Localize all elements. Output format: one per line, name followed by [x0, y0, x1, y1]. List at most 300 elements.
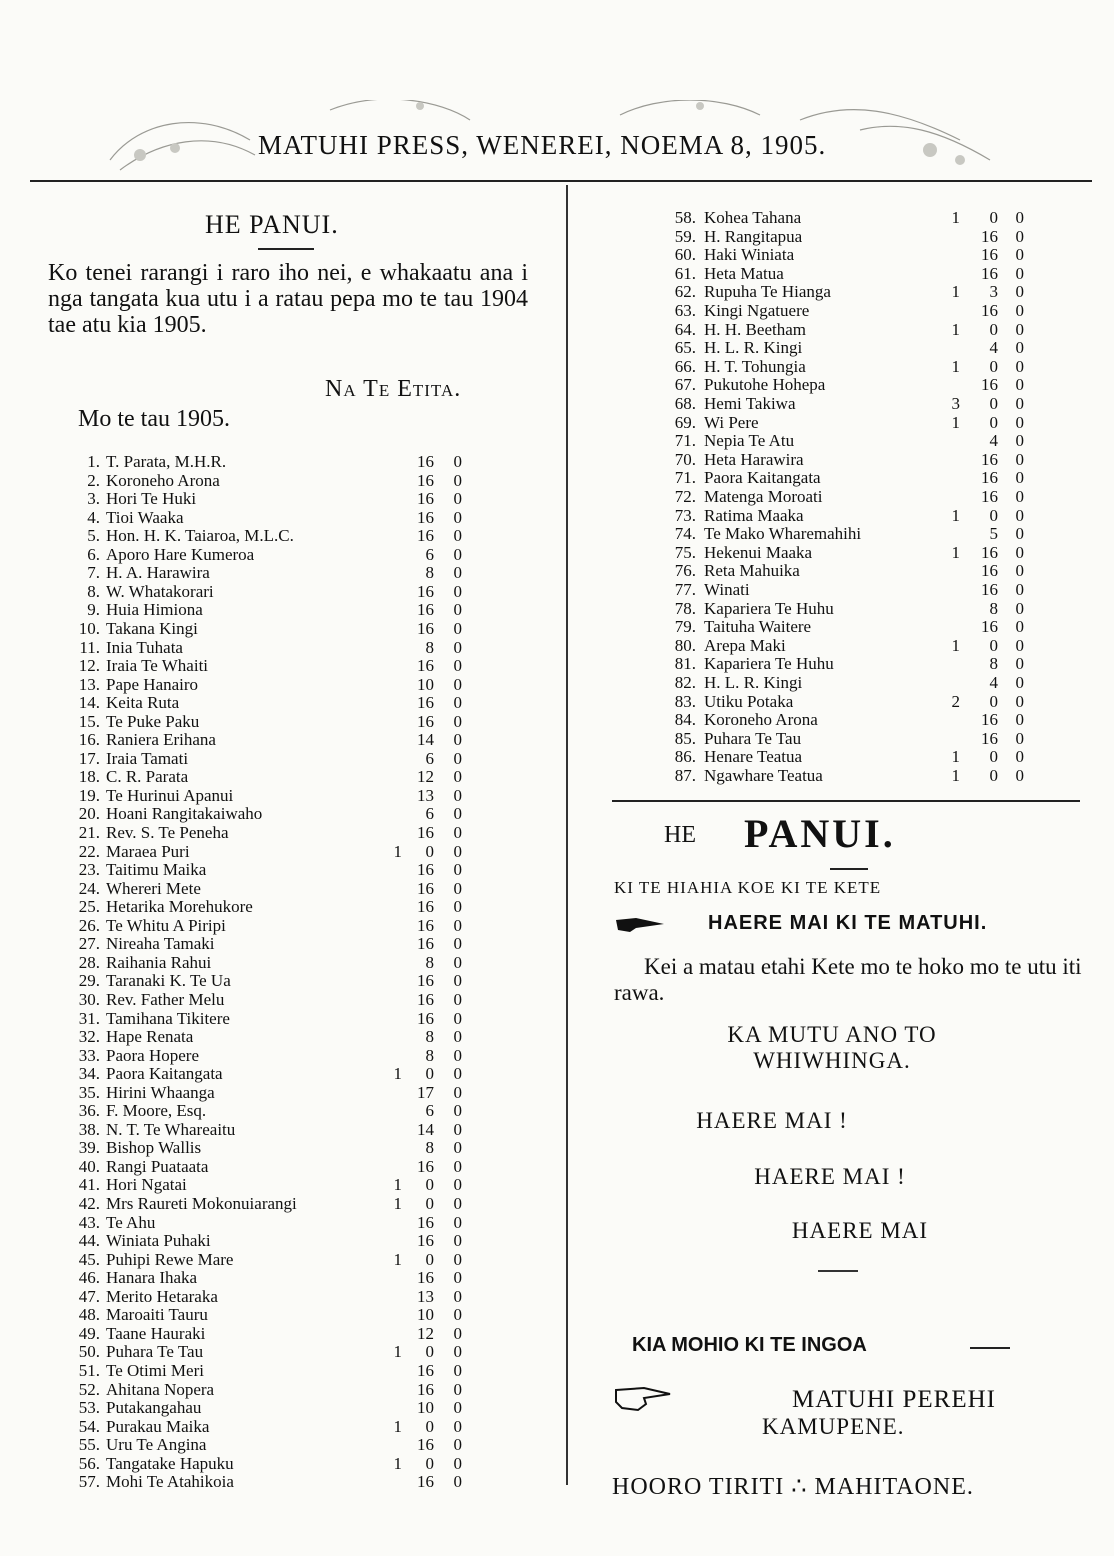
subscriber-number: 28.: [78, 952, 100, 972]
subscriber-number: 43.: [78, 1212, 100, 1232]
subscriber-name: Taranaki K. Te Ua: [106, 971, 231, 991]
amount-pence: 0: [1015, 245, 1024, 265]
amount-pence: 0: [453, 581, 462, 601]
subscriber-number: 81.: [674, 654, 696, 674]
amount-pence: 0: [453, 693, 462, 713]
subscriber-name: Iraia Tamati: [106, 748, 189, 768]
subscriber-number: 59.: [674, 226, 696, 246]
amount-shillings: 8: [989, 654, 998, 674]
amount-shillings: 0: [425, 1175, 434, 1195]
amount-pounds: 1: [951, 542, 960, 562]
amount-pence: 0: [1015, 654, 1024, 674]
subscriber-name: Hekenui Maaka: [704, 542, 813, 562]
amount-shillings: 16: [981, 301, 998, 320]
amount-shillings: 8: [425, 563, 434, 583]
amount-pence: 0: [1015, 747, 1024, 767]
amount-pence: 0: [453, 1398, 462, 1418]
advert-body: [614, 954, 1086, 1006]
subscriber-name: Puhara Te Tau: [106, 1342, 204, 1362]
amount-shillings: 12: [417, 767, 434, 787]
amount-pence: 0: [453, 1231, 462, 1251]
subscriber-name: Paora Kaitangata: [704, 468, 821, 488]
advert-title-rule: [830, 868, 868, 870]
subscriber-name: Te Hurinui Apanui: [106, 785, 234, 805]
subscriber-number: 62.: [674, 282, 696, 302]
amount-shillings: 0: [989, 635, 998, 655]
amount-shillings: 10: [417, 674, 434, 694]
subscriber-number: 64.: [674, 319, 696, 339]
subscriber-name: Hetarika Morehukore: [106, 897, 253, 917]
amount-shillings: 0: [425, 1453, 434, 1473]
subscriber-number: 76.: [674, 561, 696, 581]
amount-shillings: 16: [417, 452, 434, 471]
subscriber-name: C. R. Parata: [106, 767, 189, 787]
subscriber-name: Mrs Raureti Mokonuiarangi: [106, 1194, 297, 1213]
subscriber-number: 77.: [674, 580, 696, 599]
amount-pence: 0: [453, 989, 462, 1009]
amount-pence: 0: [453, 1323, 462, 1343]
amount-pence: 0: [453, 1416, 462, 1436]
subscriber-number: 1.: [87, 452, 100, 471]
amount-pence: 0: [453, 1342, 462, 1362]
advert-ka-mutu-1: KA MUTU ANO TO: [727, 1022, 937, 1047]
subscriber-name: Hori Ngatai: [106, 1175, 187, 1195]
subscriber-name: Te Whitu A Piripi: [106, 915, 226, 935]
page-header-title: MATUHI PRESS, WENEREI, NOEMA 8, 1905.: [258, 130, 827, 160]
subscriber-number: 26.: [78, 915, 100, 935]
subscriber-number: 57.: [78, 1472, 100, 1492]
subscriber-number: 71.: [674, 468, 696, 488]
pointing-hand-icon: [614, 916, 666, 934]
amount-shillings: 16: [417, 470, 434, 490]
amount-shillings: 0: [425, 1342, 434, 1362]
amount-shillings: 5: [989, 524, 998, 544]
subscriber-name: Kapariera Te Huhu: [704, 598, 834, 618]
amount-pence: 0: [453, 1138, 462, 1158]
subscriber-number: 29.: [78, 971, 100, 991]
subscriber-name: Maraea Puri: [106, 841, 190, 861]
subscriber-number: 25.: [78, 897, 100, 917]
amount-shillings: 16: [417, 1268, 434, 1288]
amount-shillings: 8: [425, 1138, 434, 1158]
subscriber-number: 5.: [87, 526, 100, 546]
subscriber-number: 74.: [674, 524, 696, 544]
year-heading: Mo te tau 1905.: [78, 406, 230, 432]
amount-pence: 0: [1015, 542, 1024, 562]
advert-line-haere-mai: HAERE MAI KI TE MATUHI.: [708, 912, 988, 934]
amount-pence: 0: [453, 526, 462, 546]
amount-pence: 0: [1015, 728, 1024, 748]
amount-pence: 0: [1015, 691, 1024, 711]
amount-pence: 0: [1015, 301, 1024, 320]
advert-ka-mutu-2: WHIWHINGA.: [753, 1048, 911, 1073]
subscriber-number: 63.: [674, 301, 696, 320]
subscriber-name: Tamihana Tikitere: [106, 1008, 230, 1028]
amount-shillings: 0: [989, 356, 998, 376]
amount-shillings: 0: [989, 208, 998, 227]
amount-shillings: 8: [425, 1027, 434, 1047]
subscriber-number: 73.: [674, 505, 696, 525]
amount-shillings: 16: [417, 915, 434, 935]
amount-shillings: 16: [417, 656, 434, 676]
amount-pence: 0: [453, 1194, 462, 1213]
subscriber-name: W. Whatakorari: [106, 581, 214, 601]
subscriber-number: 16.: [78, 730, 100, 750]
amount-shillings: 16: [981, 449, 998, 469]
amount-pence: 0: [1015, 375, 1024, 395]
subscriber-name: Koroneho Arona: [106, 470, 220, 490]
subscriber-name: Ngawhare Teatua: [704, 766, 823, 785]
subscriber-number: 6.: [87, 544, 100, 564]
notice-body: Ko tenei rarangi i raro iho nei, e whakaatu ana i nga tangata kua utu i a ratau pepa mo te tau 1904 tae atu kia 1905.: [48, 260, 528, 338]
notice-title-rule: [258, 248, 314, 250]
amount-shillings: 0: [425, 1416, 434, 1436]
amount-pence: 0: [453, 897, 462, 917]
amount-pence: 0: [453, 1064, 462, 1084]
amount-shillings: 0: [989, 766, 998, 785]
amount-shillings: 16: [981, 468, 998, 488]
subscriber-number: 78.: [674, 598, 696, 618]
subscriber-name: Tangatake Hapuku: [106, 1453, 234, 1473]
amount-pounds: 1: [951, 356, 960, 376]
subscriber-number: 7.: [87, 563, 100, 583]
subscriber-name: Heta Harawira: [704, 449, 804, 469]
subscriber-number: 27.: [78, 934, 100, 954]
amount-pence: 0: [453, 1101, 462, 1121]
amount-shillings: 16: [417, 1472, 434, 1492]
subscriber-number: 13.: [78, 674, 100, 694]
amount-pence: 0: [453, 841, 462, 861]
amount-pence: 0: [1015, 598, 1024, 618]
subscriber-name: Aporo Hare Kumeroa: [106, 544, 255, 564]
amount-shillings: 16: [417, 1379, 434, 1399]
amount-shillings: 0: [989, 412, 998, 432]
subscriber-name: Inia Tuhata: [106, 637, 183, 657]
amount-shillings: 16: [417, 971, 434, 991]
amount-pence: 0: [453, 767, 462, 787]
subscriber-number: 72.: [674, 487, 696, 506]
subscriber-name: Hape Renata: [106, 1027, 194, 1047]
amount-shillings: 16: [417, 581, 434, 601]
amount-shillings: 16: [417, 878, 434, 898]
subscriber-number: 71.: [674, 431, 696, 451]
subscriber-name: H. T. Tohungia: [704, 356, 806, 376]
amount-shillings: 16: [417, 989, 434, 1009]
amount-pence: 0: [453, 1119, 462, 1139]
subscriber-number: 60.: [674, 245, 696, 265]
amount-shillings: 8: [989, 598, 998, 618]
amount-pence: 0: [453, 934, 462, 954]
subscriber-name: H. L. R. Kingi: [704, 338, 803, 358]
subscriber-name: Koroneho Arona: [704, 710, 818, 730]
amount-shillings: 16: [981, 487, 998, 506]
amount-shillings: 16: [417, 897, 434, 917]
pointing-hand-outline-icon: [614, 1384, 672, 1414]
subscriber-name: H. L. R. Kingi: [704, 673, 803, 692]
amount-pence: 0: [453, 1156, 462, 1176]
subscriber-name: Keita Ruta: [106, 693, 180, 713]
subscriber-number: 70.: [674, 449, 696, 469]
amount-pence: 0: [1015, 673, 1024, 692]
subscriber-number: 11.: [79, 637, 100, 657]
subscriber-name: Rupuha Te Hianga: [704, 282, 831, 302]
amount-pence: 0: [1015, 561, 1024, 581]
subscriber-name: Purakau Maika: [106, 1416, 210, 1436]
amount-pence: 0: [453, 470, 462, 490]
amount-pence: 0: [453, 1175, 462, 1195]
amount-pence: 0: [1015, 412, 1024, 432]
subscriber-name: Winiata Puhaki: [106, 1231, 211, 1251]
amount-shillings: 16: [417, 693, 434, 713]
advert-kia-mohio: KIA MOHIO KI TE INGOA: [632, 1334, 867, 1356]
amount-pence: 0: [453, 618, 462, 638]
subscriber-number: 17.: [78, 748, 100, 768]
amount-pence: 0: [1015, 617, 1024, 637]
subscriber-number: 2.: [87, 470, 100, 490]
amount-shillings: 16: [981, 580, 998, 599]
subscriber-name: Hoani Rangitakaiwaho: [106, 804, 263, 824]
amount-shillings: 16: [981, 245, 998, 265]
amount-shillings: 16: [981, 226, 998, 246]
amount-pounds: 3: [951, 394, 960, 413]
subscriber-name: Raihania Rahui: [106, 952, 212, 972]
subscriber-number: 61.: [674, 263, 696, 283]
amount-shillings: 14: [417, 730, 434, 750]
subscriber-number: 84.: [674, 710, 696, 730]
amount-pounds: 1: [951, 635, 960, 655]
subscriber-number: 10.: [78, 618, 100, 638]
subscriber-name: Tioi Waaka: [106, 507, 184, 527]
notice-signature: Na Te Etita.: [325, 376, 462, 402]
amount-shillings: 4: [989, 673, 998, 692]
amount-shillings: 16: [981, 542, 998, 562]
subscriber-number: 80.: [674, 635, 696, 655]
subscriber-name: F. Moore, Esq.: [106, 1101, 207, 1121]
amount-pence: 0: [453, 563, 462, 583]
subscriber-name: Matenga Moroati: [704, 487, 823, 506]
amount-pence: 0: [453, 860, 462, 880]
advert-small-rule: [818, 1270, 858, 1272]
subscriber-name: Pukutohe Hohepa: [704, 375, 826, 395]
subscriber-number: 32.: [78, 1027, 100, 1047]
advert-company-2: KAMUPENE.: [762, 1414, 905, 1439]
amount-shillings: 4: [989, 338, 998, 358]
amount-pence: 0: [1015, 710, 1024, 730]
subscriber-name: Hemi Takiwa: [704, 394, 796, 413]
subscriber-number: 85.: [674, 728, 696, 748]
amount-pounds: 1: [393, 1064, 402, 1084]
subscriber-name: Takana Kingi: [106, 618, 198, 638]
subscriber-name: Puhara Te Tau: [704, 728, 802, 748]
subscriber-name: Ratima Maaka: [704, 505, 804, 525]
amount-pence: 0: [1015, 487, 1024, 506]
amount-shillings: 16: [417, 860, 434, 880]
amount-pounds: 1: [393, 1453, 402, 1473]
subscriber-name: Paora Hopere: [106, 1045, 199, 1065]
subscriber-number: 38.: [78, 1119, 100, 1139]
amount-pence: 0: [453, 489, 462, 509]
subscriber-number: 67.: [674, 375, 696, 395]
subscriber-name: Uru Te Angina: [106, 1435, 207, 1455]
amount-pence: 0: [453, 656, 462, 676]
advert-title: PANUI.: [744, 811, 896, 856]
subscriber-number: 18.: [78, 767, 100, 787]
amount-pence: 0: [1015, 468, 1024, 488]
amount-pence: 0: [453, 1453, 462, 1473]
amount-shillings: 16: [417, 526, 434, 546]
subscriber-name: T. Parata, M.H.R.: [106, 452, 227, 471]
amount-pence: 0: [1015, 226, 1024, 246]
amount-shillings: 3: [989, 282, 998, 302]
amount-shillings: 0: [425, 841, 434, 861]
amount-pence: 0: [453, 711, 462, 731]
amount-pence: 0: [453, 785, 462, 805]
amount-pence: 0: [1015, 635, 1024, 655]
subscriber-number: 36.: [78, 1101, 100, 1121]
subscriber-number: 49.: [78, 1323, 100, 1343]
subscriber-number: 20.: [78, 804, 100, 824]
notice-title: HE PANUI.: [205, 210, 339, 239]
amount-pence: 0: [1015, 431, 1024, 451]
subscriber-name: Hori Te Huki: [106, 489, 197, 509]
subscriber-name: Huia Himiona: [106, 600, 203, 620]
advert-haere-mai-1: HAERE MAI !: [696, 1108, 848, 1133]
subscriber-name: Henare Teatua: [704, 747, 803, 767]
amount-pence: 0: [453, 748, 462, 768]
subscriber-number: 8.: [87, 581, 100, 601]
amount-pence: 0: [453, 1045, 462, 1065]
amount-pounds: 1: [393, 1342, 402, 1362]
subscriber-number: 21.: [78, 823, 100, 842]
amount-pence: 0: [453, 1435, 462, 1455]
amount-shillings: 16: [417, 507, 434, 527]
subscriber-name: Rev. Father Melu: [106, 989, 225, 1009]
amount-shillings: 16: [417, 1360, 434, 1380]
amount-shillings: 6: [425, 748, 434, 768]
subscriber-number: 53.: [78, 1398, 100, 1418]
subscriber-number: 33.: [78, 1045, 100, 1065]
amount-pence: 0: [453, 674, 462, 694]
subscriber-number: 87.: [674, 766, 696, 785]
subscriber-number: 35.: [78, 1082, 100, 1102]
amount-shillings: 16: [981, 710, 998, 730]
subscriber-name: Raniera Erihana: [106, 730, 216, 750]
subscriber-number: 66.: [674, 356, 696, 376]
amount-pounds: 1: [951, 766, 960, 785]
amount-pounds: 1: [393, 1175, 402, 1195]
subscriber-number: 46.: [78, 1268, 100, 1288]
subscriber-name: H. A. Harawira: [106, 563, 210, 583]
subscriber-name: Paora Kaitangata: [106, 1064, 223, 1084]
amount-shillings: 16: [417, 1231, 434, 1251]
subscriber-number: 68.: [674, 394, 696, 413]
subscriber-number: 9.: [87, 600, 100, 620]
amount-shillings: 6: [425, 804, 434, 824]
subscriber-name: Te Ahu: [106, 1212, 156, 1232]
amount-shillings: 16: [417, 618, 434, 638]
amount-shillings: 12: [417, 1323, 434, 1343]
subscriber-number: 34.: [78, 1064, 100, 1084]
amount-pence: 0: [1015, 766, 1024, 785]
amount-pence: 0: [453, 544, 462, 564]
amount-shillings: 16: [417, 1212, 434, 1232]
amount-pence: 0: [453, 452, 462, 471]
amount-shillings: 6: [425, 544, 434, 564]
subscriber-name: Ahitana Nopera: [106, 1379, 215, 1399]
subscriber-name: Putakangahau: [106, 1398, 202, 1418]
subscriber-number: 82.: [674, 673, 696, 692]
amount-pounds: 1: [393, 1249, 402, 1269]
subscriber-name: Kohea Tahana: [704, 208, 802, 227]
amount-pence: 0: [1015, 449, 1024, 469]
subscriber-name: Heta Matua: [704, 263, 784, 283]
subscriber-number: 24.: [78, 878, 100, 898]
subscriber-number: 4.: [87, 507, 100, 527]
amount-pence: 0: [1015, 338, 1024, 358]
advert-company-1: MATUHI PEREHI: [792, 1386, 996, 1413]
subscriber-name: Kapariera Te Huhu: [704, 654, 834, 674]
advert-top-rule: [612, 800, 1080, 802]
amount-pounds: 2: [951, 691, 960, 711]
subscriber-name: Rev. S. Te Peneha: [106, 823, 229, 842]
amount-shillings: 16: [417, 711, 434, 731]
amount-shillings: 16: [417, 823, 434, 842]
subscriber-number: 55.: [78, 1435, 100, 1455]
amount-shillings: 17: [417, 1082, 434, 1102]
amount-shillings: 16: [417, 600, 434, 620]
amount-shillings: 0: [425, 1194, 434, 1213]
amount-shillings: 16: [417, 489, 434, 509]
amount-pence: 0: [1015, 263, 1024, 283]
amount-shillings: 8: [425, 637, 434, 657]
subscriber-number: 56.: [78, 1453, 100, 1473]
subscriber-number: 22.: [78, 841, 100, 861]
amount-pence: 0: [1015, 505, 1024, 525]
amount-shillings: 16: [417, 1008, 434, 1028]
subscriber-name: Pape Hanairo: [106, 674, 199, 694]
subscriber-number: 30.: [78, 989, 100, 1009]
amount-shillings: 0: [989, 747, 998, 767]
amount-shillings: 0: [425, 1064, 434, 1084]
subscriber-name: Kingi Ngatuere: [704, 301, 810, 320]
amount-shillings: 8: [425, 952, 434, 972]
subscriber-name: Te Otimi Meri: [106, 1360, 204, 1380]
subscriber-number: 39.: [78, 1138, 100, 1158]
subscriber-name: Nepia Te Atu: [704, 431, 795, 451]
subscriber-name: Hirini Whaanga: [106, 1082, 215, 1102]
amount-shillings: 16: [981, 375, 998, 395]
subscriber-name: Arepa Maki: [704, 635, 786, 655]
subscriber-name: Whereri Mete: [106, 878, 201, 898]
column-divider: [566, 185, 568, 1485]
amount-pounds: 1: [393, 1416, 402, 1436]
amount-pence: 0: [453, 1268, 462, 1288]
amount-pence: 0: [453, 1027, 462, 1047]
subscriber-number: 51.: [78, 1360, 100, 1380]
amount-pence: 0: [1015, 524, 1024, 544]
amount-pence: 0: [453, 878, 462, 898]
amount-shillings: 8: [425, 1045, 434, 1065]
amount-pence: 0: [453, 1379, 462, 1399]
amount-shillings: 16: [981, 617, 998, 637]
amount-pounds: 1: [951, 505, 960, 525]
subscriber-name: Maroaiti Tauru: [106, 1305, 208, 1325]
amount-shillings: 0: [989, 691, 998, 711]
subscriber-name: Haki Winiata: [704, 245, 795, 265]
amount-shillings: 16: [981, 561, 998, 581]
amount-shillings: 13: [417, 785, 434, 805]
subscriber-number: 47.: [78, 1286, 100, 1306]
